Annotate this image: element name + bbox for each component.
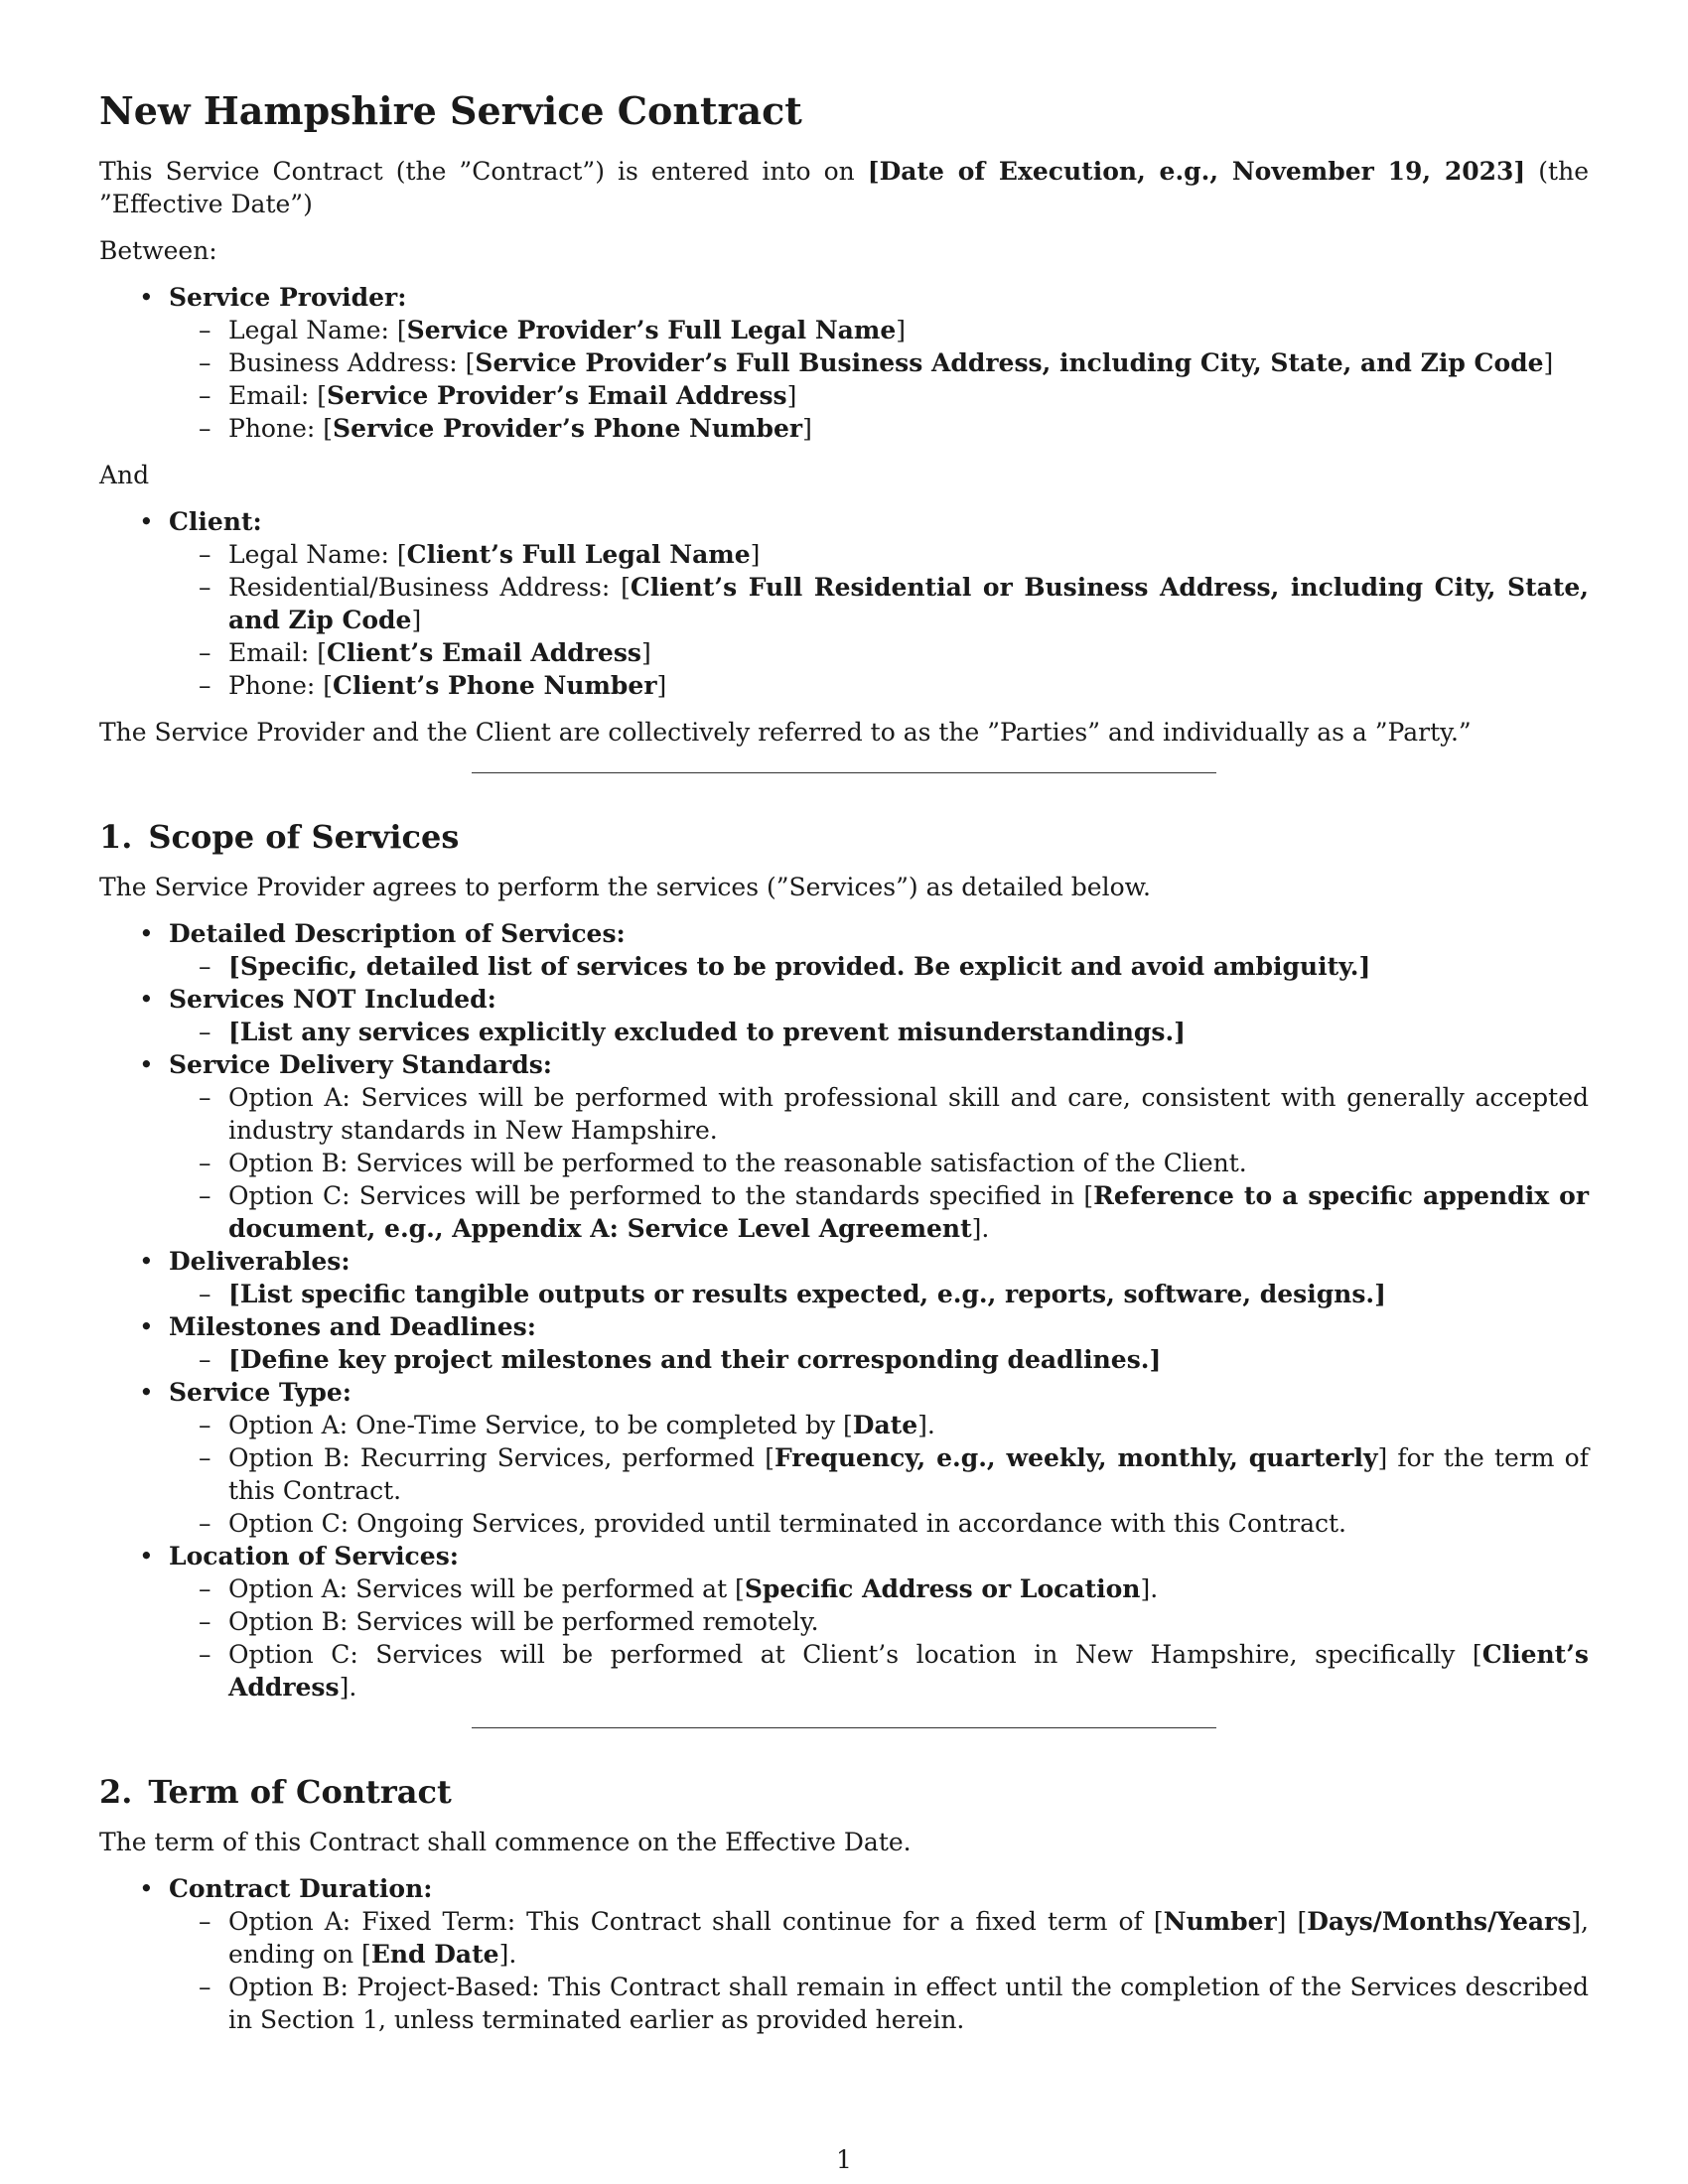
item-label: Service Delivery Standards: — [169, 1050, 553, 1079]
placeholder-text: Days/Months/Years — [1307, 1907, 1572, 1936]
placeholder-text: [Specific, detailed list of services to be provided. Be explicit and avoid ambiguity.] — [228, 952, 1371, 981]
field-placeholder: Client’s Phone Number — [333, 671, 657, 700]
document-title: New Hampshire Service Contract — [99, 88, 802, 133]
sub-list — [169, 1343, 1589, 1376]
provider-details — [169, 314, 1589, 445]
delivery-standards-item — [169, 1048, 1589, 1245]
location-item — [169, 1540, 1589, 1704]
field-placeholder: Client’s Full Residential or Business Address, including City, State, and Zip Code — [228, 573, 1589, 634]
page-number: 1 — [836, 2145, 852, 2174]
section-divider — [472, 772, 1216, 773]
section-2-intro: The term of this Contract shall commence on the Effective Date. — [99, 1828, 912, 1856]
parties-paragraph: The Service Provider and the Client are collectively referred to as the ”Parties” and individually as a ”Party.” — [99, 718, 1472, 747]
deliverables-item — [169, 1245, 1589, 1310]
and-label: And — [99, 461, 150, 489]
sub-list — [169, 1081, 1589, 1245]
provider-email: – Email: [Service Provider’s Email Address] — [228, 379, 1589, 412]
client-item — [169, 505, 1589, 702]
client-details — [169, 538, 1589, 702]
placeholder-text: Client’s Address — [228, 1640, 1589, 1702]
option-text: Option B: Recurring Services, performed [ — [228, 1443, 774, 1472]
provider-legal-name: – Legal Name: [Service Provider’s Full Legal Name] — [228, 314, 1589, 346]
provider-label: Service Provider: — [169, 283, 407, 312]
field-placeholder: Client’s Full Legal Name — [406, 540, 751, 569]
option-b: – Option B: Services will be performed remotely. — [228, 1605, 1589, 1638]
between-label: Between: — [99, 236, 217, 265]
option-text: Option A: Services will be performed at [ — [228, 1574, 745, 1603]
sub-list — [169, 1016, 1589, 1048]
execution-date-placeholder: [Date of Execution, e.g., November 19, 2023] — [867, 157, 1526, 186]
placeholder-text: [Define key project milestones and their corresponding deadlines.] — [228, 1345, 1162, 1374]
option-c: – Option C: Ongoing Services, provided until terminated in accordance with this Contract. — [228, 1507, 1589, 1540]
sub-item — [228, 1343, 1589, 1376]
sub-list — [169, 950, 1589, 983]
field-label: Email: — [228, 638, 318, 667]
not-included-item — [169, 983, 1589, 1048]
option-text: ] [ — [1276, 1907, 1308, 1936]
option-c — [228, 1179, 1589, 1245]
option-text: Option A: One-Time Service, to be completed by [ — [228, 1411, 853, 1439]
intro-text: This Service Contract (the ”Contract”) is entered into on — [99, 157, 868, 186]
item-label: Services NOT Included: — [169, 985, 496, 1014]
option-text: Option A: Fixed Term: This Contract shall continue for a fixed term of [ — [228, 1907, 1164, 1936]
provider-phone: – Phone: [Service Provider’s Phone Number] — [228, 412, 1589, 445]
sub-list — [169, 1278, 1589, 1310]
field-placeholder: Service Provider’s Phone Number — [333, 414, 803, 443]
field-label: Phone: — [228, 414, 324, 443]
option-a — [228, 1572, 1589, 1605]
sub-list — [169, 1572, 1589, 1704]
client-legal-name: – Legal Name: [Client’s Full Legal Name] — [228, 538, 1589, 571]
option-text-end: ]. — [917, 1411, 935, 1439]
placeholder-text: Date — [852, 1411, 918, 1439]
item-label: Location of Services: — [169, 1542, 459, 1570]
contract-duration-item — [169, 1872, 1589, 2036]
section-2-heading: 2. Term of Contract — [99, 1773, 452, 1811]
item-label: Contract Duration: — [169, 1874, 433, 1903]
intro-text-end: (the ”Effective Date”) — [99, 157, 1589, 218]
client-phone: – Phone: [Client’s Phone Number] — [228, 669, 1589, 702]
placeholder-text: End Date — [370, 1940, 499, 1969]
sub-item — [228, 950, 1589, 983]
intro-paragraph — [99, 155, 1589, 220]
section-divider — [472, 1727, 1216, 1728]
document-page — [99, 87, 1589, 2050]
sub-list — [169, 1409, 1589, 1540]
option-text-end: ] for the term of this Contract. — [228, 1443, 1589, 1505]
option-text: Option C: Services will be performed at Client’s location in New Hampshire, specifically [ — [228, 1640, 1482, 1669]
provider-business-address: – Business Address: [Service Provider’s Full Business Address, including City, State, and Zip Code] — [228, 346, 1589, 379]
term-list — [99, 1872, 1589, 2036]
option-text: ], ending on [ — [228, 1907, 1589, 1969]
client-email: – Email: [Client’s Email Address] — [228, 636, 1589, 669]
item-label: Deliverables: — [169, 1247, 351, 1276]
option-text-end: ]. — [498, 1940, 517, 1969]
detailed-description-item — [169, 917, 1589, 983]
provider-list — [99, 281, 1589, 445]
option-a: – Option A: Services will be performed with professional skill and care, consistent with generally accepted industry standards in New Hampshire. — [228, 1081, 1589, 1147]
client-label: Client: — [169, 507, 262, 536]
field-placeholder: Client’s Email Address — [327, 638, 641, 667]
field-label: Phone: — [228, 671, 324, 700]
placeholder-text: Number — [1163, 1907, 1277, 1936]
provider-item — [169, 281, 1589, 445]
placeholder-text: Reference to a specific appendix or document, e.g., Appendix A: Service Level Agreement — [228, 1181, 1589, 1243]
field-label: Legal Name: — [228, 540, 397, 569]
placeholder-text: Frequency, e.g., weekly, monthly, quarterly — [774, 1443, 1378, 1472]
milestones-item — [169, 1310, 1589, 1376]
sub-item — [228, 1016, 1589, 1048]
field-label: Legal Name: — [228, 316, 397, 344]
sub-list — [169, 1905, 1589, 2036]
option-b: – Option B: Services will be performed to the reasonable satisfaction of the Client. — [228, 1147, 1589, 1179]
option-c — [228, 1638, 1589, 1704]
option-text: Option C: Services will be performed to the standards specified in [ — [228, 1181, 1094, 1210]
field-placeholder: Service Provider’s Email Address — [327, 381, 787, 410]
service-type-item — [169, 1376, 1589, 1540]
field-label: Residential/Business Address: — [228, 573, 622, 602]
item-label: Detailed Description of Services: — [169, 919, 626, 948]
option-b — [228, 1441, 1589, 1507]
field-placeholder: Service Provider’s Full Legal Name — [406, 316, 897, 344]
option-text-end: ]. — [1140, 1574, 1159, 1603]
placeholder-text: Specific Address or Location — [744, 1574, 1141, 1603]
client-address: – Residential/Business Address: [Client’s Full Residential or Business Address, including City, State, and Zip Code] — [228, 571, 1589, 636]
placeholder-text: [List specific tangible outputs or results expected, e.g., reports, software, designs.] — [228, 1280, 1386, 1308]
option-b: – Option B: Project-Based: This Contract shall remain in effect until the completion of the Services described in Section 1, unless terminated earlier as provided herein. — [228, 1971, 1589, 2036]
client-list — [99, 505, 1589, 702]
field-placeholder: Service Provider’s Full Business Address, including City, State, and Zip Code — [475, 348, 1544, 377]
option-text-end: ]. — [971, 1214, 990, 1243]
section-1-heading: 1. Scope of Services — [99, 818, 460, 856]
option-a — [228, 1905, 1589, 1971]
sub-item — [228, 1278, 1589, 1310]
placeholder-text: [List any services explicitly excluded to prevent misunderstandings.] — [228, 1018, 1186, 1046]
field-label: Email: — [228, 381, 318, 410]
item-label: Milestones and Deadlines: — [169, 1312, 536, 1341]
item-label: Service Type: — [169, 1378, 352, 1407]
scope-list — [99, 917, 1589, 1704]
section-1-intro: The Service Provider agrees to perform the services (”Services”) as detailed below. — [99, 873, 1151, 901]
field-label: Business Address: — [228, 348, 466, 377]
option-text-end: ]. — [339, 1673, 357, 1702]
option-a — [228, 1409, 1589, 1441]
